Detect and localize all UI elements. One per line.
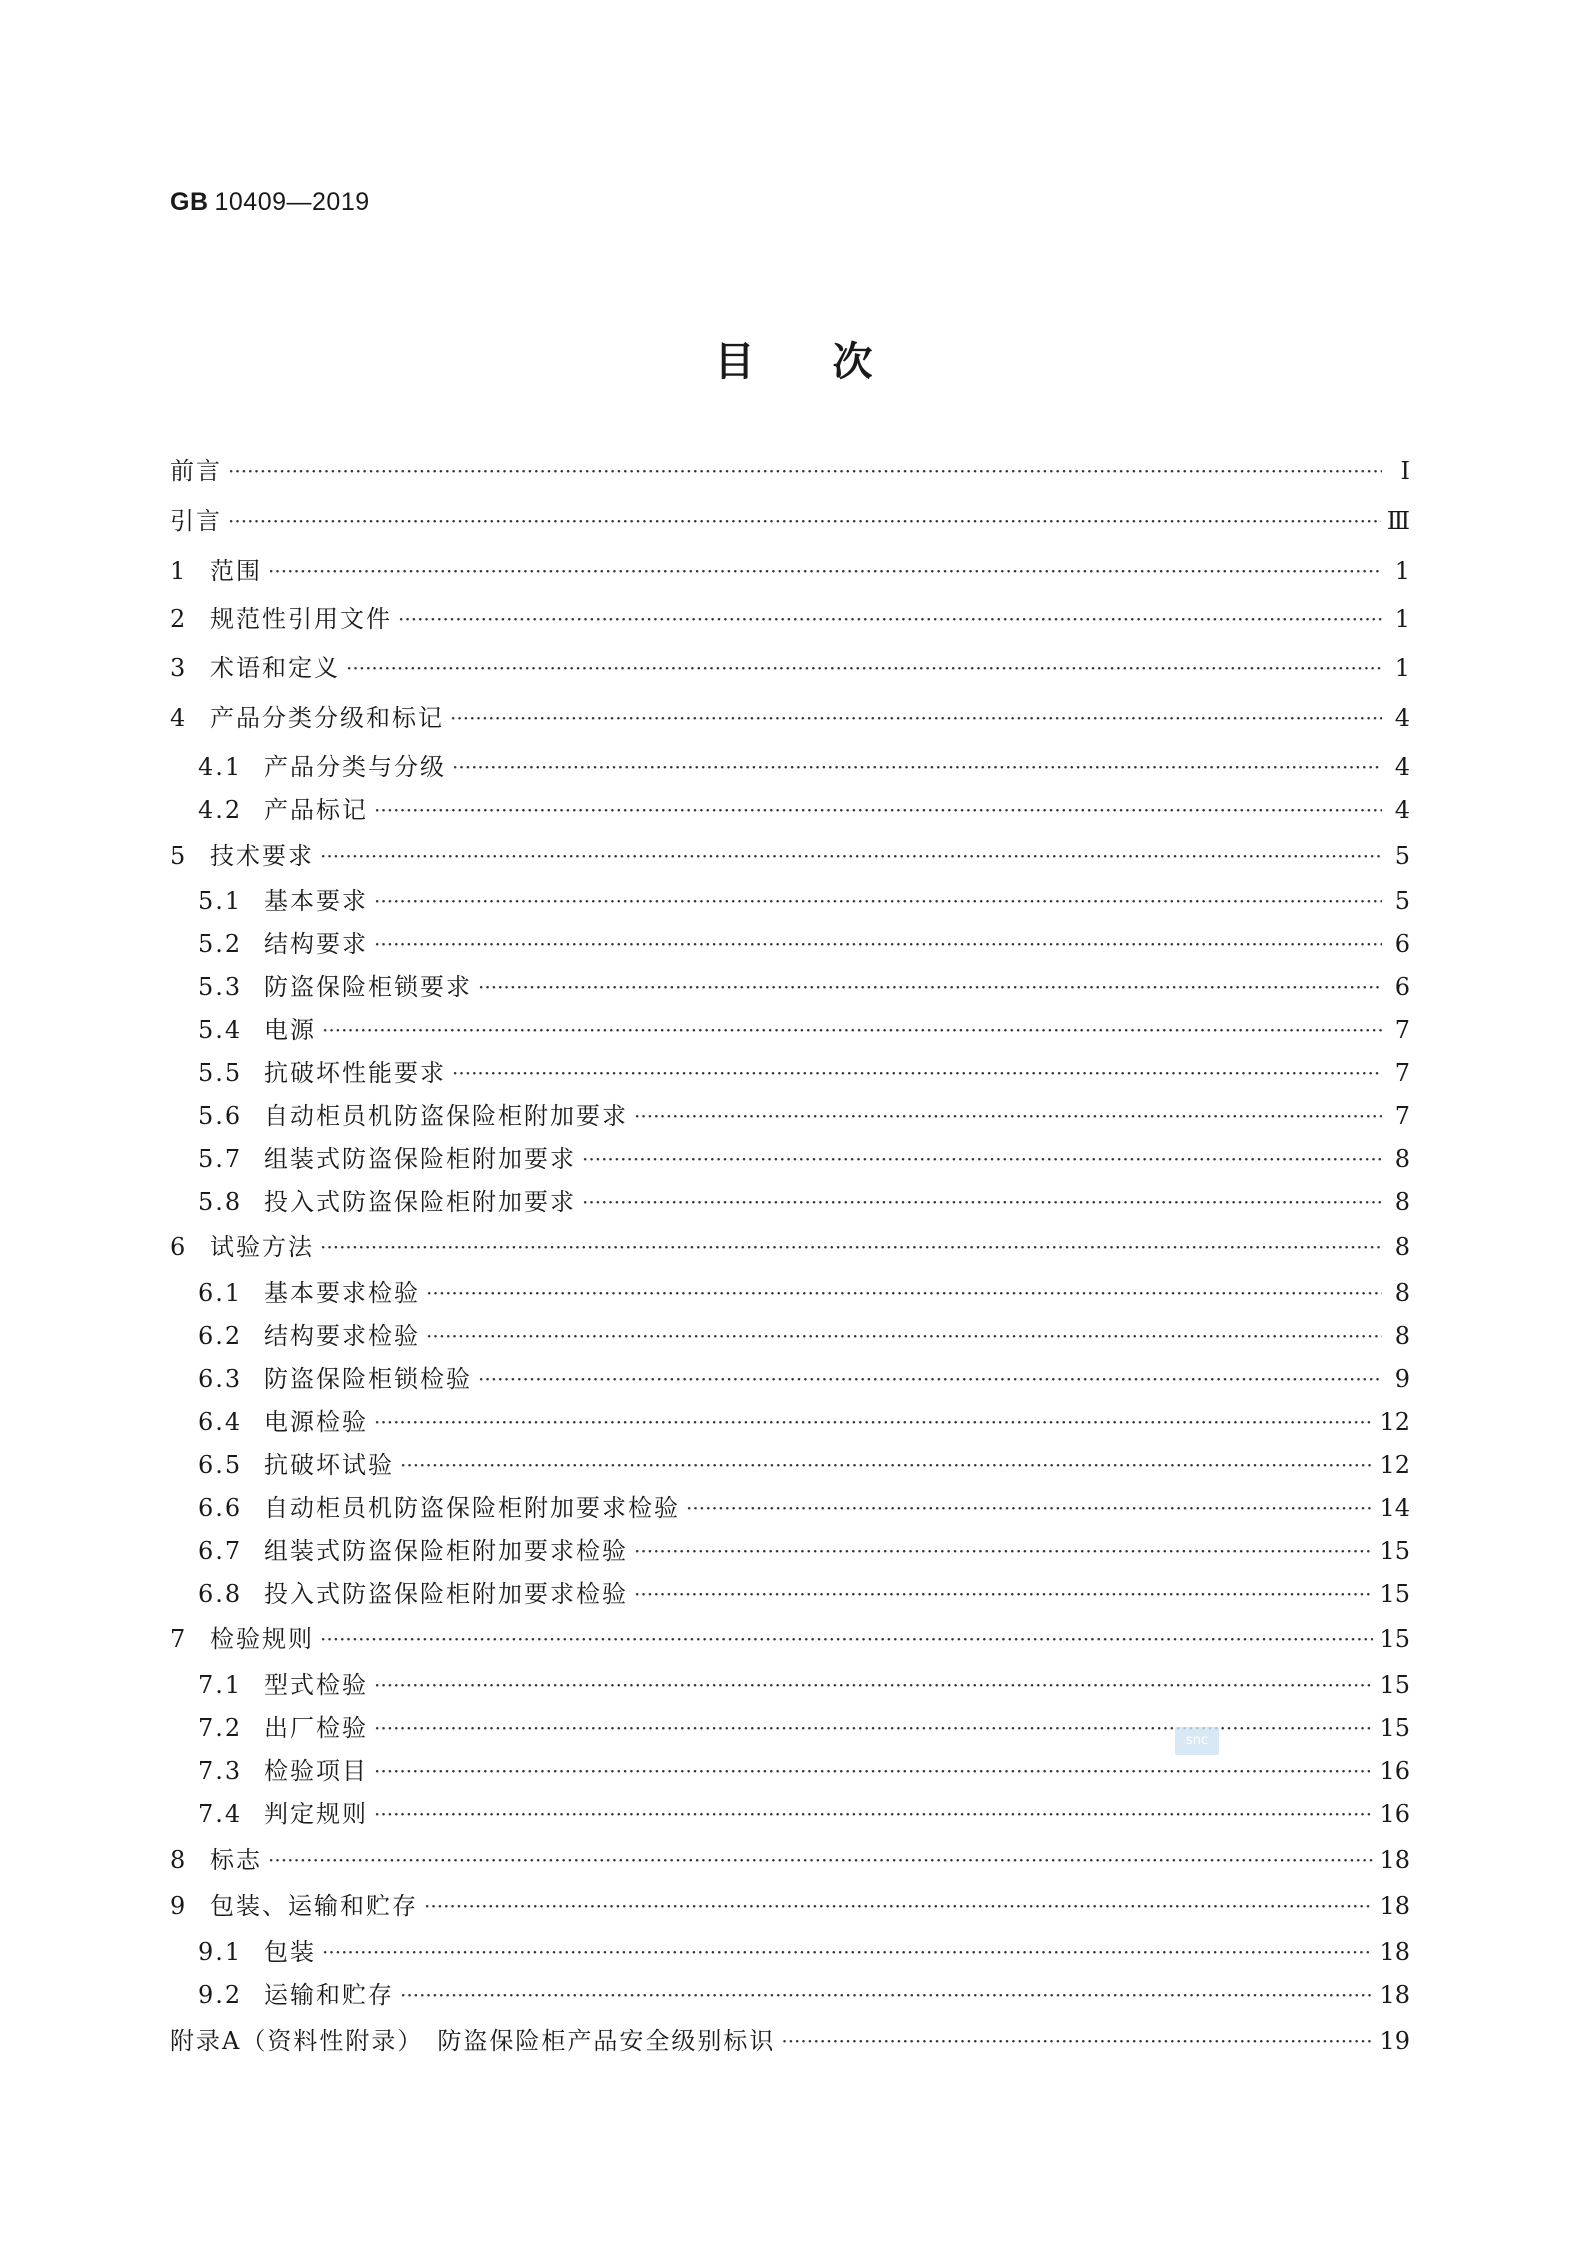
toc-entry-page: 4	[1394, 753, 1410, 781]
toc-entry-title: 防盗保险柜锁要求	[264, 973, 472, 1001]
toc-entry-title: 电源检验	[264, 1408, 368, 1436]
toc-entry-number: 6.3	[198, 1365, 243, 1393]
toc-entry-number: 6.8	[198, 1580, 243, 1608]
toc-entry[interactable]	[170, 885, 1410, 917]
toc-entry-number: 2	[170, 605, 188, 633]
toc-leader-dots	[374, 1798, 1373, 1830]
toc-entry-page: 15	[1379, 1625, 1410, 1653]
toc-entry-page: 1	[1394, 557, 1410, 585]
toc-entry-number: 5.8	[198, 1188, 243, 1216]
toc-entry[interactable]	[170, 2025, 1410, 2057]
toc-entry-number: 7.2	[198, 1714, 243, 1742]
toc-entry-title: 产品分类与分级	[264, 753, 446, 781]
toc-entry[interactable]	[170, 928, 1410, 960]
toc-entry[interactable]	[170, 1449, 1410, 1481]
toc-leader-dots	[452, 1057, 1382, 1089]
toc-entry-page: 18	[1379, 1892, 1410, 1920]
toc-entry-number: 5.5	[198, 1059, 243, 1087]
toc-entry-title: 投入式防盗保险柜附加要求检验	[264, 1580, 628, 1608]
toc-entry-page: 5	[1394, 887, 1410, 915]
toc-entry[interactable]	[170, 751, 1410, 783]
toc-entry-title: 基本要求	[264, 887, 368, 915]
toc-leader-dots	[374, 928, 1382, 960]
toc-leader-dots	[346, 652, 1382, 684]
toc-entry-number: 6.4	[198, 1408, 243, 1436]
toc-entry-page: 8	[1394, 1233, 1410, 1261]
toc-entry-number: 5.2	[198, 930, 243, 958]
toc-entry[interactable]	[170, 1798, 1410, 1830]
toc-leader-dots	[478, 1363, 1382, 1395]
standard-number: 10409—2019	[214, 188, 370, 216]
toc-entry-title: 运输和贮存	[264, 1981, 394, 2009]
toc-entry-title: 检验规则	[210, 1625, 314, 1653]
toc-entry[interactable]	[170, 1936, 1410, 1968]
watermark-logo: snc	[1175, 1727, 1219, 1755]
toc-entry-number: 7.1	[198, 1671, 243, 1699]
toc-leader-dots	[424, 1890, 1373, 1922]
toc-leader-dots	[322, 1014, 1382, 1046]
toc-entry-title: 范围	[210, 557, 262, 585]
page-title: 目次	[714, 339, 951, 385]
toc-entry-title: 判定规则	[264, 1800, 368, 1828]
toc-entry-page: 6	[1394, 973, 1410, 1001]
toc-entry-page: 18	[1379, 1846, 1410, 1874]
toc-entry[interactable]	[170, 1100, 1410, 1132]
toc-entry-number: 4.1	[198, 753, 243, 781]
toc-entry-title: 基本要求检验	[264, 1279, 420, 1307]
toc-leader-dots	[452, 751, 1382, 783]
toc-entry-title: 电源	[264, 1016, 316, 1044]
toc-entry-title: 包装	[264, 1938, 316, 1966]
toc-entry-title: 包装、运输和贮存	[210, 1892, 418, 1920]
toc-entry-page: Ⅲ	[1386, 507, 1410, 535]
toc-entry-number: 8	[170, 1846, 188, 1874]
toc-entry[interactable]	[170, 702, 1410, 734]
toc-leader-dots	[374, 1712, 1373, 1744]
toc-entry-page: 18	[1379, 1938, 1410, 1966]
toc-entry-page: 15	[1379, 1537, 1410, 1565]
toc-entry-page: 16	[1379, 1800, 1410, 1828]
toc-leader-dots	[582, 1186, 1382, 1218]
toc-entry-page: 18	[1379, 1981, 1410, 2009]
toc-entry-title: 投入式防盗保险柜附加要求	[264, 1188, 576, 1216]
toc-entry-title: 组装式防盗保险柜附加要求	[264, 1145, 576, 1173]
toc-entry-title: 组装式防盗保险柜附加要求检验	[264, 1537, 628, 1565]
toc-entry-title: 抗破坏试验	[264, 1451, 394, 1479]
toc-entry-page: 8	[1394, 1188, 1410, 1216]
toc-leader-dots	[400, 1979, 1373, 2011]
toc-leader-dots	[228, 505, 1381, 537]
toc-entry-title: 产品分类分级和标记	[210, 704, 444, 732]
toc-entry-title: 结构要求检验	[264, 1322, 420, 1350]
toc-entry-page: 4	[1394, 704, 1410, 732]
toc-entry[interactable]	[170, 1712, 1410, 1744]
toc-leader-dots	[268, 1844, 1373, 1876]
toc-leader-dots	[320, 1623, 1373, 1655]
toc-entry-number: 5.3	[198, 973, 243, 1001]
toc-entry-number: 6.5	[198, 1451, 243, 1479]
toc-entry-page: 1	[1394, 605, 1410, 633]
toc-entry-page: 15	[1379, 1671, 1410, 1699]
toc-entry[interactable]	[170, 1406, 1410, 1438]
toc-entry-number: 5.6	[198, 1102, 243, 1130]
toc-entry-page: Ⅰ	[1400, 457, 1410, 485]
toc-entry[interactable]	[170, 505, 1410, 537]
toc-entry[interactable]	[170, 1320, 1410, 1352]
toc-leader-dots	[634, 1578, 1373, 1610]
toc-entry[interactable]	[170, 652, 1410, 684]
toc-entry-title: 技术要求	[210, 842, 314, 870]
toc-leader-dots	[582, 1143, 1382, 1175]
toc-entry-number: 4	[170, 704, 188, 732]
toc-entry-page: 4	[1394, 796, 1410, 824]
toc-entry-number: 7	[170, 1625, 188, 1653]
toc-entry[interactable]	[170, 1277, 1410, 1309]
toc-leader-dots	[322, 1936, 1373, 1968]
toc-entry-title: 附录A（资料性附录） 防盗保险柜产品安全级别标识	[170, 2027, 776, 2055]
toc-entry[interactable]	[170, 840, 1410, 872]
standard-prefix: GB	[170, 188, 209, 216]
toc-entry[interactable]	[170, 1535, 1410, 1567]
toc-leader-dots	[686, 1492, 1373, 1524]
toc-entry-number: 6.7	[198, 1537, 243, 1565]
toc-entry-page: 1	[1394, 654, 1410, 682]
toc-entry-title: 抗破坏性能要求	[264, 1059, 446, 1087]
toc-entry[interactable]	[170, 603, 1410, 635]
toc-entry-title: 试验方法	[210, 1233, 314, 1261]
toc-entry-number: 5.4	[198, 1016, 243, 1044]
toc-leader-dots	[426, 1277, 1382, 1309]
toc-entry-number: 6.6	[198, 1494, 243, 1522]
toc-entry-number: 9.1	[198, 1938, 243, 1966]
toc-entry[interactable]	[170, 1492, 1410, 1524]
toc-leader-dots	[398, 603, 1382, 635]
toc-entry-title: 型式检验	[264, 1671, 368, 1699]
toc-entry[interactable]	[170, 794, 1410, 826]
toc-entry-title: 防盗保险柜锁检验	[264, 1365, 472, 1393]
toc-entry[interactable]	[170, 1014, 1410, 1046]
toc-entry[interactable]	[170, 1057, 1410, 1089]
toc-entry[interactable]	[170, 555, 1410, 587]
toc-entry-number: 1	[170, 557, 188, 585]
toc-entry-page: 19	[1379, 2027, 1410, 2055]
toc-entry[interactable]	[170, 1143, 1410, 1175]
toc-entry-number: 4.2	[198, 796, 243, 824]
toc-entry[interactable]	[170, 1363, 1410, 1395]
toc-entry-title: 检验项目	[264, 1757, 368, 1785]
toc-entry-title: 前言	[170, 457, 222, 485]
toc-leader-dots	[228, 455, 1382, 487]
toc-entry-page: 16	[1379, 1757, 1410, 1785]
toc-leader-dots	[450, 702, 1382, 734]
toc-leader-dots	[268, 555, 1382, 587]
toc-entry-title: 自动柜员机防盗保险柜附加要求	[264, 1102, 628, 1130]
toc-leader-dots	[400, 1449, 1373, 1481]
toc-entry[interactable]	[170, 1755, 1410, 1787]
toc-entry-number: 6	[170, 1233, 188, 1261]
toc-entry-number: 7.3	[198, 1757, 243, 1785]
toc-leader-dots	[781, 2025, 1373, 2057]
toc-entry-title: 产品标记	[264, 796, 368, 824]
toc-entry-number: 3	[170, 654, 188, 682]
toc-entry[interactable]	[170, 1231, 1410, 1263]
toc-entry-number: 5.1	[198, 887, 243, 915]
toc-leader-dots	[320, 840, 1382, 872]
toc-entry-page: 5	[1394, 842, 1410, 870]
toc-entry-number: 6.2	[198, 1322, 243, 1350]
toc-leader-dots	[478, 971, 1382, 1003]
toc-entry-title: 术语和定义	[210, 654, 340, 682]
toc-entry-number: 6.1	[198, 1279, 243, 1307]
toc-entry[interactable]	[170, 971, 1410, 1003]
toc-entry[interactable]	[170, 1844, 1410, 1876]
toc-leader-dots	[374, 794, 1382, 826]
toc-entry-title: 引言	[170, 507, 222, 535]
toc-entry-number: 5.7	[198, 1145, 243, 1173]
toc-leader-dots	[320, 1231, 1382, 1263]
toc-entry[interactable]	[170, 1623, 1410, 1655]
toc-entry-number: 5	[170, 842, 188, 870]
toc-entry-title: 标志	[210, 1846, 262, 1874]
toc-entry[interactable]	[170, 1890, 1410, 1922]
standard-code	[170, 188, 370, 217]
toc-entry-page: 7	[1394, 1059, 1410, 1087]
toc-entry-number: 9.2	[198, 1981, 243, 2009]
toc-entry-title: 结构要求	[264, 930, 368, 958]
toc-entry-page: 12	[1379, 1451, 1410, 1479]
toc-entry[interactable]	[170, 1578, 1410, 1610]
toc-entry-page: 15	[1379, 1714, 1410, 1742]
toc-entry-page: 7	[1394, 1016, 1410, 1044]
toc-entry-page: 8	[1394, 1322, 1410, 1350]
toc-entry-page: 12	[1379, 1408, 1410, 1436]
toc-entry-number: 9	[170, 1892, 188, 1920]
toc-entry-page: 15	[1379, 1580, 1410, 1608]
toc-entry-page: 7	[1394, 1102, 1410, 1130]
toc-entry[interactable]	[170, 455, 1410, 487]
toc-entry-title: 自动柜员机防盗保险柜附加要求检验	[264, 1494, 680, 1522]
toc-entry-page: 6	[1394, 930, 1410, 958]
toc-entry-page: 9	[1394, 1365, 1410, 1393]
toc-entry-page: 8	[1394, 1145, 1410, 1173]
toc-entry[interactable]	[170, 1669, 1410, 1701]
toc-entry-title: 出厂检验	[264, 1714, 368, 1742]
toc-leader-dots	[374, 1755, 1373, 1787]
toc-leader-dots	[634, 1100, 1382, 1132]
toc-entry-page: 14	[1379, 1494, 1410, 1522]
toc-entry[interactable]	[170, 1979, 1410, 2011]
toc-entry-page: 8	[1394, 1279, 1410, 1307]
toc-entry-title: 规范性引用文件	[210, 605, 392, 633]
toc-entry-number: 7.4	[198, 1800, 243, 1828]
toc-leader-dots	[374, 885, 1382, 917]
toc-leader-dots	[426, 1320, 1382, 1352]
toc-leader-dots	[634, 1535, 1373, 1567]
toc-entry[interactable]	[170, 1186, 1410, 1218]
toc-leader-dots	[374, 1669, 1373, 1701]
toc-leader-dots	[374, 1406, 1373, 1438]
